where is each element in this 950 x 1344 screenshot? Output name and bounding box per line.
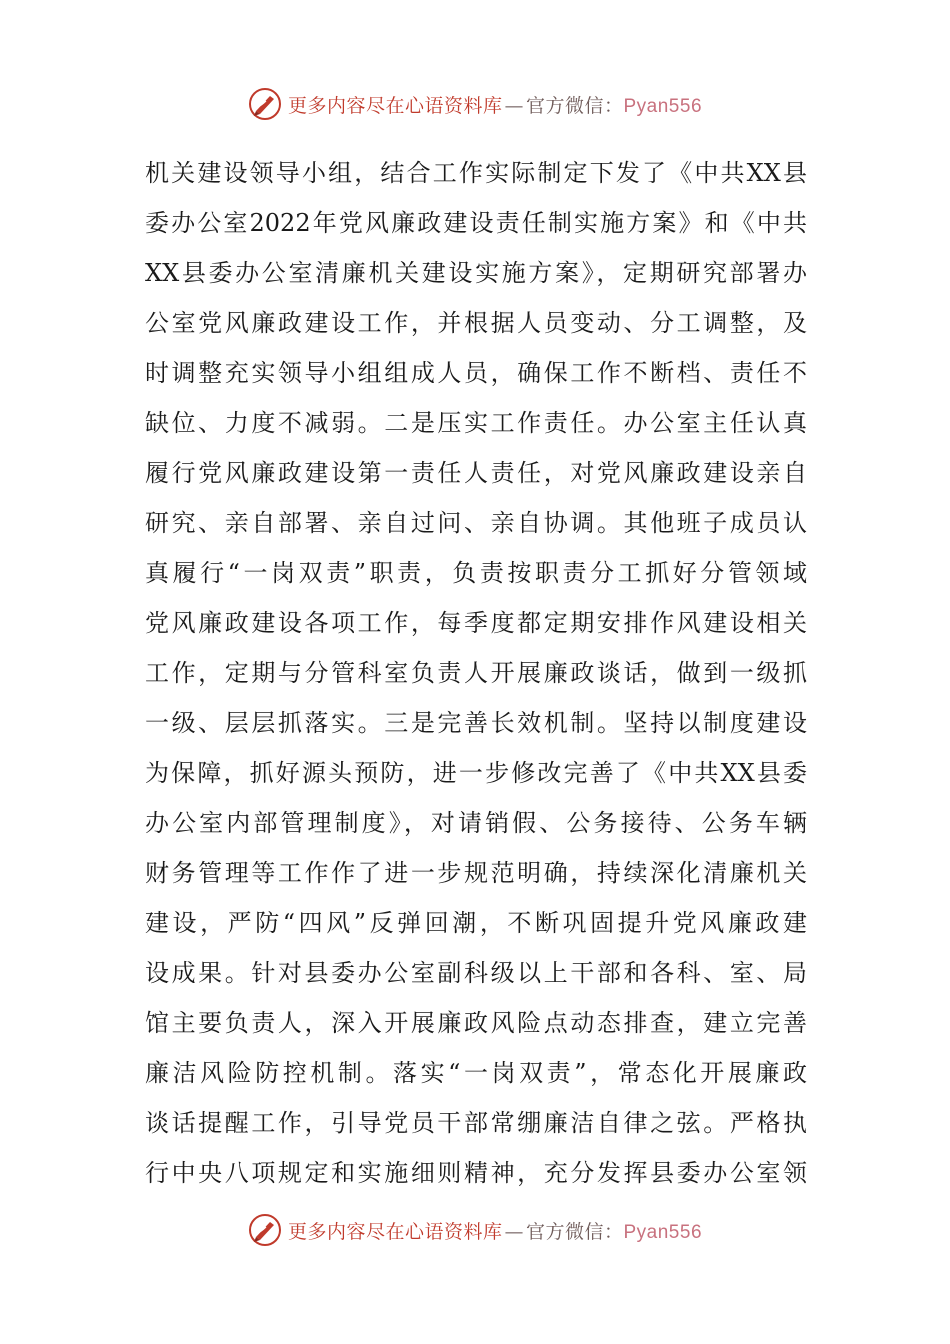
- footer-wechat-label: 官方微信：: [525, 1220, 624, 1243]
- header-watermark-banner: [0, 84, 950, 124]
- footer-wechat-id: Pyan556: [623, 1221, 703, 1243]
- body-line: 财务管理等工作作了进一步规范明确，持续深化清廉机关: [145, 859, 807, 887]
- body-line: 建设，严防“四风”反弹回潮，不断巩固提升党风廉政建: [145, 909, 807, 937]
- body-line: 为保障，抓好源头预防，进一步修改完善了《中共XX县委: [145, 759, 807, 787]
- body-line: 机关建设领导小组，结合工作实际制定下发了《中共XX县: [145, 159, 807, 187]
- document-body: [145, 148, 807, 1198]
- header-dash: —: [504, 94, 524, 117]
- header-wechat-label: 官方微信：: [525, 94, 624, 117]
- body-line: 办公室内部管理制度》，对请销假、公务接待、公务车辆: [145, 809, 807, 837]
- footer-brand-text: 更多内容尽在心语资料库: [287, 1220, 503, 1243]
- pen-logo-icon: [248, 1213, 282, 1247]
- body-line: XX县委办公室清廉机关建设实施方案》，定期研究部署办: [145, 259, 807, 287]
- body-line: 党风廉政建设各项工作，每季度都定期安排作风建设相关: [145, 609, 807, 637]
- header-banner-text: [288, 91, 702, 118]
- body-line: 一级、层层抓落实。三是完善长效机制。坚持以制度建设: [145, 709, 807, 737]
- footer-dash: —: [504, 1220, 524, 1243]
- body-line: 时调整充实领导小组组成人员，确保工作不断档、责任不: [145, 359, 807, 387]
- header-brand-text: 更多内容尽在心语资料库: [287, 94, 503, 117]
- body-line: 谈话提醒工作，引导党员干部常绷廉洁自律之弦。严格执: [145, 1109, 807, 1137]
- footer-banner-text: [288, 1217, 702, 1244]
- header-wechat-id: Pyan556: [623, 95, 703, 117]
- body-line: 委办公室2022年党风廉政建设责任制实施方案》和《中共: [145, 209, 807, 237]
- body-line: 缺位、力度不减弱。二是压实工作责任。办公室主任认真: [145, 409, 807, 437]
- body-line: 履行党风廉政建设第一责任人责任，对党风廉政建设亲自: [145, 459, 807, 487]
- body-line: 馆主要负责人，深入开展廉政风险点动态排查，建立完善: [145, 1009, 807, 1037]
- body-line: 公室党风廉政建设工作，并根据人员变动、分工调整，及: [145, 309, 807, 337]
- body-line: 研究、亲自部署、亲自过问、亲自协调。其他班子成员认: [145, 509, 807, 537]
- body-line: 真履行“一岗双责”职责，负责按职责分工抓好分管领域: [145, 559, 807, 587]
- pen-logo-icon: [248, 87, 282, 121]
- body-line: 设成果。针对县委办公室副科级以上干部和各科、室、局: [145, 959, 807, 987]
- footer-watermark-banner: [0, 1210, 950, 1250]
- body-line: 行中央八项规定和实施细则精神，充分发挥县委办公室领: [145, 1159, 807, 1187]
- body-line: 工作，定期与分管科室负责人开展廉政谈话，做到一级抓: [145, 659, 807, 687]
- body-line: 廉洁风险防控机制。落实“一岗双责”，常态化开展廉政: [145, 1059, 807, 1087]
